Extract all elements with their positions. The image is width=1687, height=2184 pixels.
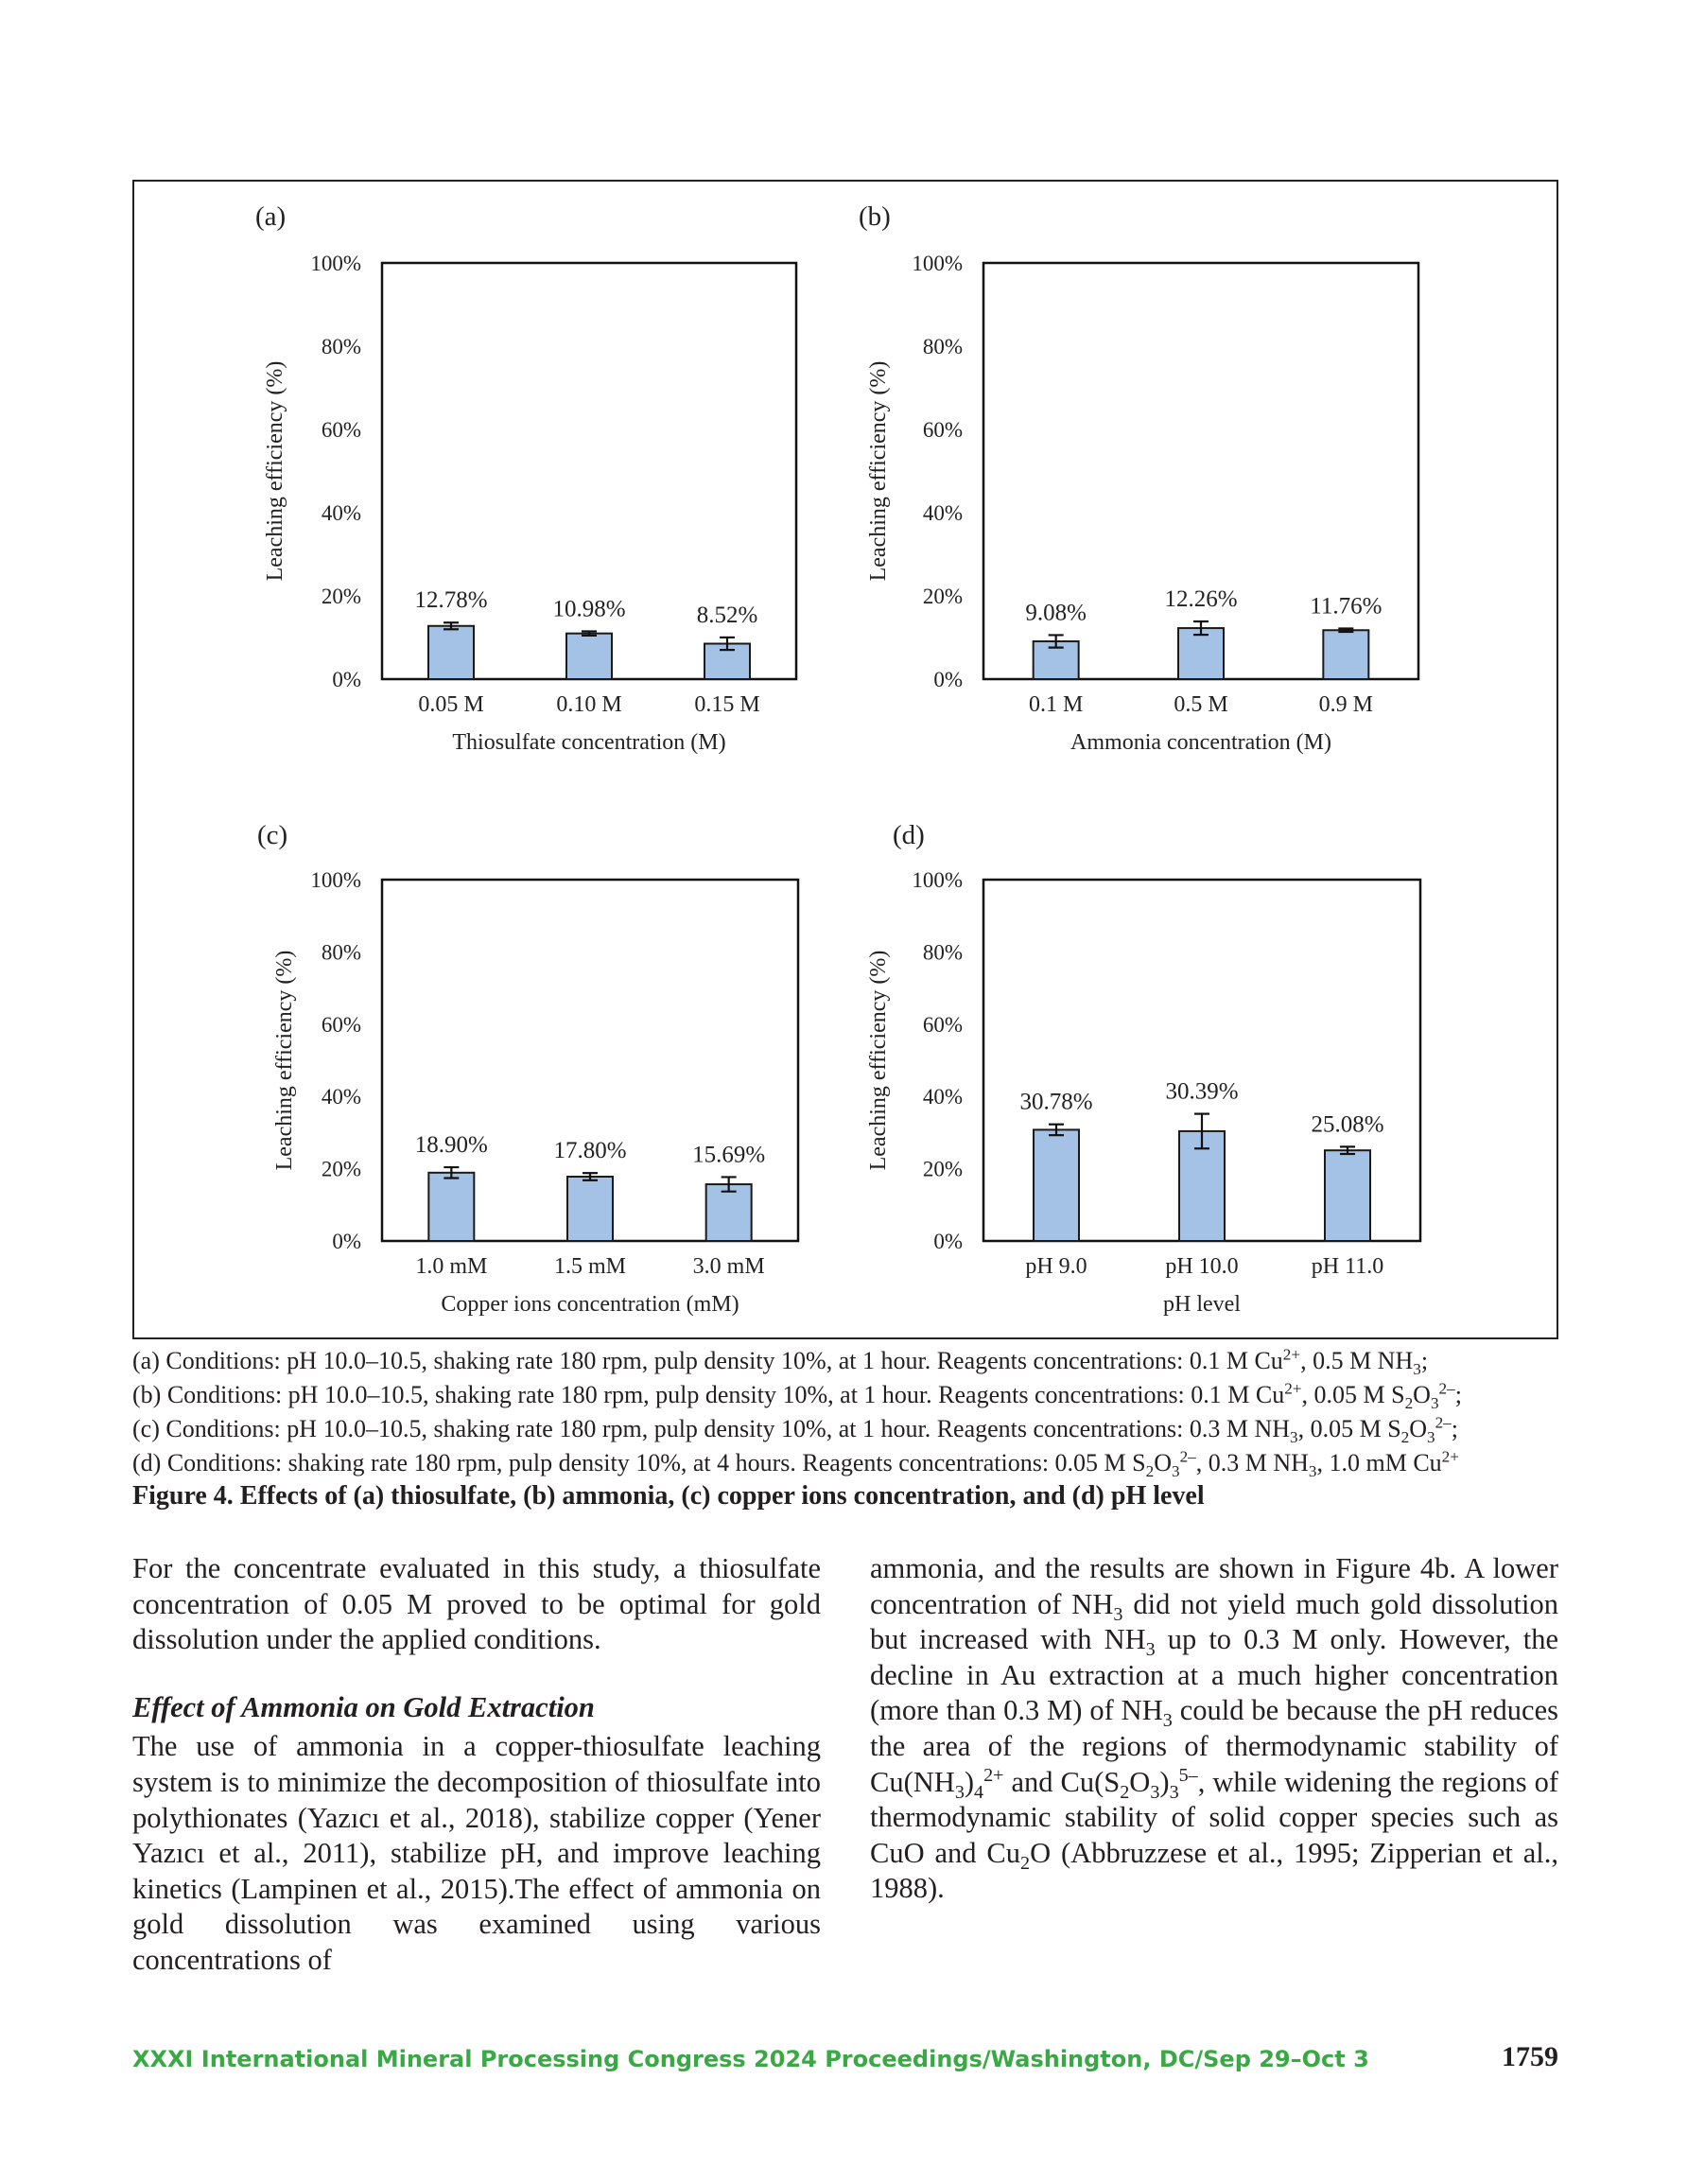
chart-1-y-tick-label: 0% bbox=[332, 668, 361, 691]
chart-2-y-tick-label: 40% bbox=[922, 501, 963, 525]
chart-3-y-axis-label: Leaching efficiency (%) bbox=[272, 950, 297, 1171]
chart-4-bar-1 bbox=[1034, 1129, 1079, 1241]
paragraph-ammonia-intro: The use of ammonia in a copper-thiosulfate leaching system is to minimize the decomposition of thiosulfate into polythionates (Yazıcı et al., 2018), stabilize copper (Yener Yazıcı et al., 2011), stabilize pH, and improve leaching kinetics (Lampinen et al., 2015).The effect of ammonia on gold dissolution was examined using various concentrations of bbox=[132, 1730, 821, 1976]
chart-3-panel-label: (c) bbox=[257, 820, 288, 850]
chart-3-data-label: 18.90% bbox=[414, 1132, 488, 1159]
chart-3-category-label: 1.0 mM bbox=[415, 1254, 488, 1279]
chart-2-y-tick-label: 0% bbox=[933, 668, 963, 691]
chart-3-y-tick-label: 100% bbox=[310, 868, 361, 892]
chart-4-category-label: pH 10.0 bbox=[1165, 1254, 1239, 1279]
chart-1-data-label: 12.78% bbox=[414, 587, 488, 614]
chart-2-category-label: 0.9 M bbox=[1318, 692, 1374, 717]
chart-4-y-tick-label: 0% bbox=[933, 1230, 963, 1253]
chart-1-panel-label: (a) bbox=[255, 201, 287, 232]
chart-1-category-label: 0.10 M bbox=[556, 692, 622, 717]
chart-3-y-tick-label: 0% bbox=[332, 1230, 361, 1253]
caption-line-c: (c) Conditions: pH 10.0–10.5, shaking rate 180 rpm, pulp density 10%, at 1 hour. Reagents concentrations: 0.3 M $NH_3$, 0.05 M $S_2O_3^{2-}$; bbox=[132, 1413, 1458, 1447]
chart-4-x-axis-label: pH level bbox=[1163, 1292, 1241, 1317]
chart-3-y-tick-label: 40% bbox=[321, 1085, 361, 1109]
body-column-right bbox=[870, 1551, 1558, 1907]
chart-2-data-label: 11.76% bbox=[1310, 593, 1383, 620]
chart-4-y-tick-label: 80% bbox=[922, 940, 963, 965]
chart-1-y-tick-label: 100% bbox=[310, 252, 361, 275]
chart-3-y-tick-label: 80% bbox=[321, 940, 361, 965]
chart-1-y-tick-label: 60% bbox=[321, 418, 361, 442]
section-heading: Effect of Ammonia on Gold Extraction bbox=[132, 1690, 595, 1723]
chart-2-y-tick-label: 60% bbox=[922, 418, 963, 442]
caption-line-d: (d) Conditions: shaking rate 180 rpm, pulp density 10%, at 4 hours. Reagents concentrations: 0.05 M $S_2O_3^{2-}$, 0.3 M $NH_3$, 1.0 mM $Cu^{2+}$ bbox=[132, 1447, 1459, 1481]
chart-1-bar-2 bbox=[566, 634, 612, 679]
chart-3-category-label: 3.0 mM bbox=[692, 1254, 765, 1279]
chart-3-category-label: 1.5 mM bbox=[553, 1254, 627, 1279]
chart-3-y-tick-label: 60% bbox=[321, 1012, 361, 1037]
chart-2-y-tick-label: 100% bbox=[912, 252, 963, 275]
chart-2-category-label: 0.1 M bbox=[1028, 692, 1084, 717]
chart-4-category-label: pH 9.0 bbox=[1025, 1254, 1087, 1279]
chart-2-y-tick-label: 80% bbox=[922, 335, 963, 358]
chart-3-data-label: 17.80% bbox=[553, 1138, 627, 1164]
chart-4-y-tick-label: 100% bbox=[912, 868, 963, 892]
chart-2-data-label: 12.26% bbox=[1164, 586, 1238, 613]
chart-3-y-tick-label: 20% bbox=[321, 1157, 361, 1181]
chart-1-x-axis-label: Thiosulfate concentration (M) bbox=[452, 730, 726, 755]
chart-4-data-label: 25.08% bbox=[1311, 1111, 1384, 1138]
chart-4-y-tick-label: 40% bbox=[922, 1085, 963, 1109]
chart-4-data-label: 30.78% bbox=[1019, 1089, 1093, 1115]
chart-4-y-tick-label: 60% bbox=[922, 1012, 963, 1037]
caption-line-b: (b) Conditions: pH 10.0–10.5, shaking rate 180 rpm, pulp density 10%, at 1 hour. Reagents concentrations: 0.1 M $Cu^{2+}$, 0.05 M $S_2O_3^{2-}$; bbox=[132, 1379, 1462, 1413]
chart-2-panel-label: (b) bbox=[859, 201, 891, 232]
chart-4-bar-3 bbox=[1325, 1150, 1370, 1241]
chart-4-category-label: pH 11.0 bbox=[1311, 1254, 1384, 1279]
chart-3-bar-2 bbox=[567, 1177, 613, 1241]
page-number: 1759 bbox=[1502, 2041, 1558, 2072]
chart-3-bar-1 bbox=[428, 1173, 474, 1241]
body-column-left bbox=[132, 1551, 821, 1979]
chart-1-y-tick-label: 40% bbox=[321, 501, 361, 525]
chart-4-y-tick-label: 20% bbox=[922, 1157, 963, 1181]
chart-2-x-axis-label: Ammonia concentration (M) bbox=[1070, 730, 1331, 755]
figure-title: Figure 4. Effects of (a) thiosulfate, (b) ammonia, (c) copper ions concentration, and (d) pH level bbox=[132, 1481, 1205, 1511]
chart-1-y-tick-label: 20% bbox=[321, 585, 361, 608]
caption-line-a: (a) Conditions: pH 10.0–10.5, shaking rate 180 rpm, pulp density 10%, at 1 hour. Reagents concentrations: 0.1 M $Cu^{2+}$, 0.5 M $NH_3$; bbox=[132, 1345, 1429, 1379]
chart-3-data-label: 15.69% bbox=[692, 1142, 766, 1168]
paragraph-conclusion: For the concentrate evaluated in this study, a thiosulfate concentration of 0.05 M proved to be optimal for gold dissolution under the applied conditions. bbox=[132, 1552, 821, 1656]
chart-1-bar-1 bbox=[428, 626, 474, 679]
chart-2-y-axis-label: Leaching efficiency (%) bbox=[866, 360, 891, 582]
footer-proceedings: XXXI International Mineral Processing Congress 2024 Proceedings/Washington, DC/Sep 29–Oct 3 bbox=[132, 2046, 1369, 2072]
chart-1-category-label: 0.05 M bbox=[418, 692, 484, 717]
chart-3-bar-3 bbox=[706, 1184, 752, 1241]
chart-1-y-axis-label: Leaching efficiency (%) bbox=[263, 360, 287, 582]
paragraph-ammonia-results: ammonia, and the results are shown in Figure 4b. A lower concentration of $NH_3$ did not yield much gold dissolution but increased with $NH_3$ up to 0.3 M only. However, the decline in Au extraction at a much higher concentration (more than 0.3 M) of $NH_3$ could be because the pH reduces the area of the regions of thermodynamic stability of $Cu(NH_3)_4^{2+}$ and $Cu(S_2O_3)_3^{5-}$, while widening the regions of thermodynamic stability of solid copper species such as CuO and $Cu_2O$ (Abbruzzese et al., 1995; Zipperian et al., 1988). bbox=[870, 1552, 1559, 1905]
chart-1-category-label: 0.15 M bbox=[694, 692, 760, 717]
chart-4-panel-label: (d) bbox=[893, 820, 925, 850]
chart-1-data-label: 10.98% bbox=[552, 596, 626, 622]
chart-1-y-tick-label: 80% bbox=[321, 335, 361, 358]
chart-2-category-label: 0.5 M bbox=[1174, 692, 1228, 717]
chart-3-x-axis-label: Copper ions concentration (mM) bbox=[441, 1292, 739, 1317]
chart-2-y-tick-label: 20% bbox=[922, 585, 963, 608]
chart-4-data-label: 30.39% bbox=[1165, 1078, 1239, 1105]
chart-2-data-label: 9.08% bbox=[1025, 600, 1087, 626]
chart-1-data-label: 8.52% bbox=[696, 602, 758, 628]
chart-2-bar-3 bbox=[1323, 630, 1368, 679]
chart-4-y-axis-label: Leaching efficiency (%) bbox=[866, 950, 891, 1171]
